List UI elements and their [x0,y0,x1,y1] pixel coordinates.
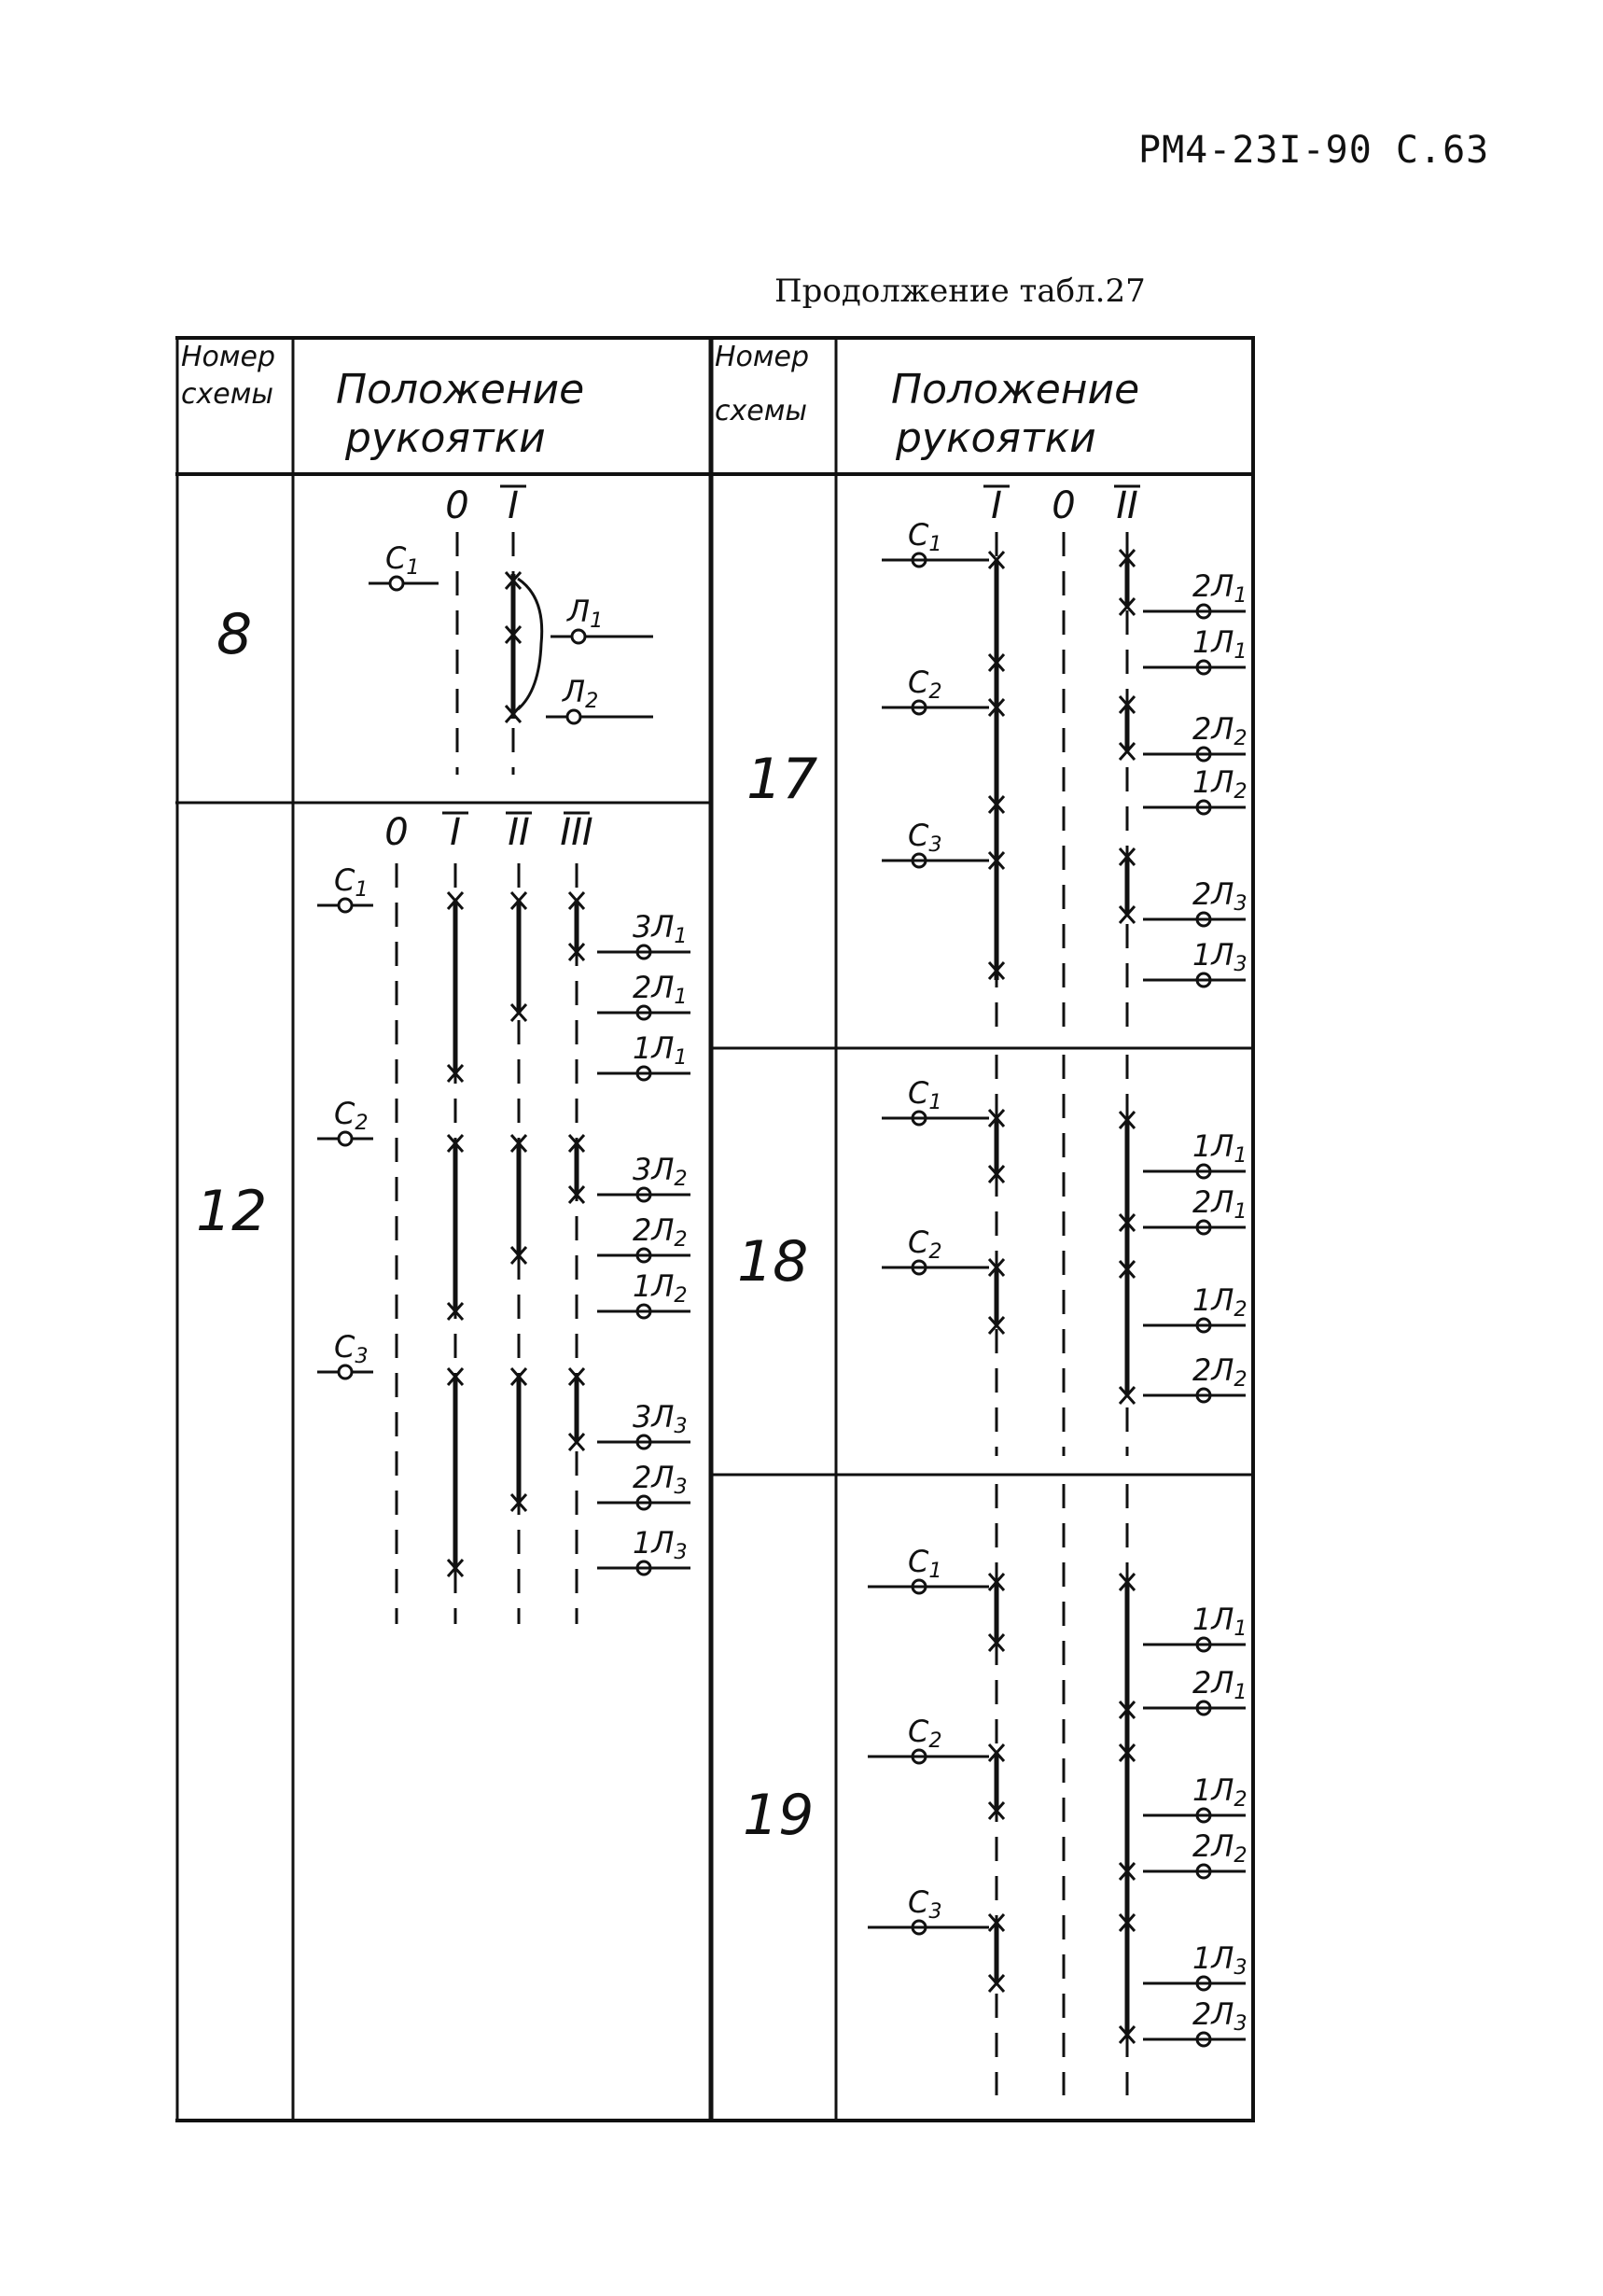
scheme-number: 17 [746,747,818,812]
terminal-label: 2Л3 [1192,876,1248,916]
terminal-label: 2Л2 [1192,711,1248,750]
terminal-label: C2 [334,1096,369,1135]
terminal-label: 3Л3 [633,1399,688,1438]
position-label: II [1116,484,1138,527]
terminal-label: 2Л1 [1192,1184,1248,1224]
terminal-label: 1Л2 [1192,764,1248,804]
terminal-label: 1Л1 [1192,624,1248,664]
header-position-label: Положение [891,366,1140,413]
scheme-number: 12 [196,1179,268,1244]
terminal-label: 3Л1 [633,909,688,948]
position-label: II [508,811,530,854]
terminal-label: Л1 [567,594,604,633]
terminal-label: 1Л2 [1192,1772,1248,1812]
position-label: 0 [384,811,409,854]
header-position-label: рукоятки [896,414,1096,462]
header-number-label: схемы [181,378,274,411]
position-label: III [560,811,593,854]
terminal-label: C1 [908,1075,942,1114]
terminal-label: 2Л1 [633,970,688,1009]
scheme-12-diagram [317,811,690,1624]
header-position-label: Положение [336,366,585,413]
document-code: РМ4-23I-90 С.63 [1138,129,1490,172]
scheme-8-diagram [369,484,653,775]
terminal-label: 2Л2 [633,1212,688,1252]
terminal-label: 1Л3 [633,1525,688,1564]
terminal-icon [339,899,352,912]
position-label: I [508,484,519,527]
terminal-icon [339,1365,352,1379]
terminal-label: C2 [908,1225,942,1264]
position-label: 0 [445,484,469,527]
position-label: I [991,484,1002,527]
terminal-label: 1Л3 [1192,937,1248,976]
terminal-label: 1Л1 [1192,1602,1248,1641]
terminal-icon [567,710,580,723]
terminal-icon [339,1132,352,1145]
terminal-label: 2Л2 [1192,1828,1248,1868]
interlock-arc [518,579,542,709]
scheme-18-diagram [882,1055,1248,1456]
terminal-label: 2Л1 [1192,568,1248,608]
position-label: I [450,811,461,854]
position-label: 0 [1052,484,1076,527]
scheme-17-diagram [882,484,1248,1027]
terminal-label: 2Л3 [633,1460,688,1499]
terminal-label: C1 [334,862,369,902]
terminal-icon [390,577,403,590]
terminal-label: C1 [385,540,420,580]
terminal-label: 2Л1 [1192,1665,1248,1704]
scheme-19-diagram [868,1484,1248,2095]
terminal-label: C3 [334,1329,369,1368]
terminal-label: 1Л2 [1192,1282,1248,1322]
terminal-label: Л2 [563,674,599,713]
scheme-number: 19 [743,1783,815,1848]
table-caption: Продолжение табл.27 [774,273,1146,310]
terminal-icon [572,630,585,643]
terminal-label: C2 [908,1714,942,1753]
scheme-number: 8 [216,602,253,667]
terminal-label: C1 [908,1544,942,1583]
terminal-label: 1Л3 [1192,1940,1248,1980]
terminal-label: C2 [908,665,942,704]
header-number-label: схемы [715,395,808,427]
terminal-label: 2Л3 [1192,1996,1248,2036]
terminal-label: C3 [908,818,942,857]
terminal-label: 1Л1 [633,1030,688,1070]
terminal-label: 1Л2 [633,1268,688,1308]
terminal-label: 1Л1 [1192,1128,1248,1168]
header-number-label: Номер [181,341,276,373]
header-number-label: Номер [715,341,810,373]
scheme-number: 18 [737,1229,809,1295]
terminal-label: C3 [908,1884,942,1924]
terminal-label: 3Л2 [633,1152,688,1191]
header-position-label: рукоятки [345,414,546,462]
terminal-label: 2Л2 [1192,1352,1248,1392]
terminal-label: C1 [908,517,942,556]
